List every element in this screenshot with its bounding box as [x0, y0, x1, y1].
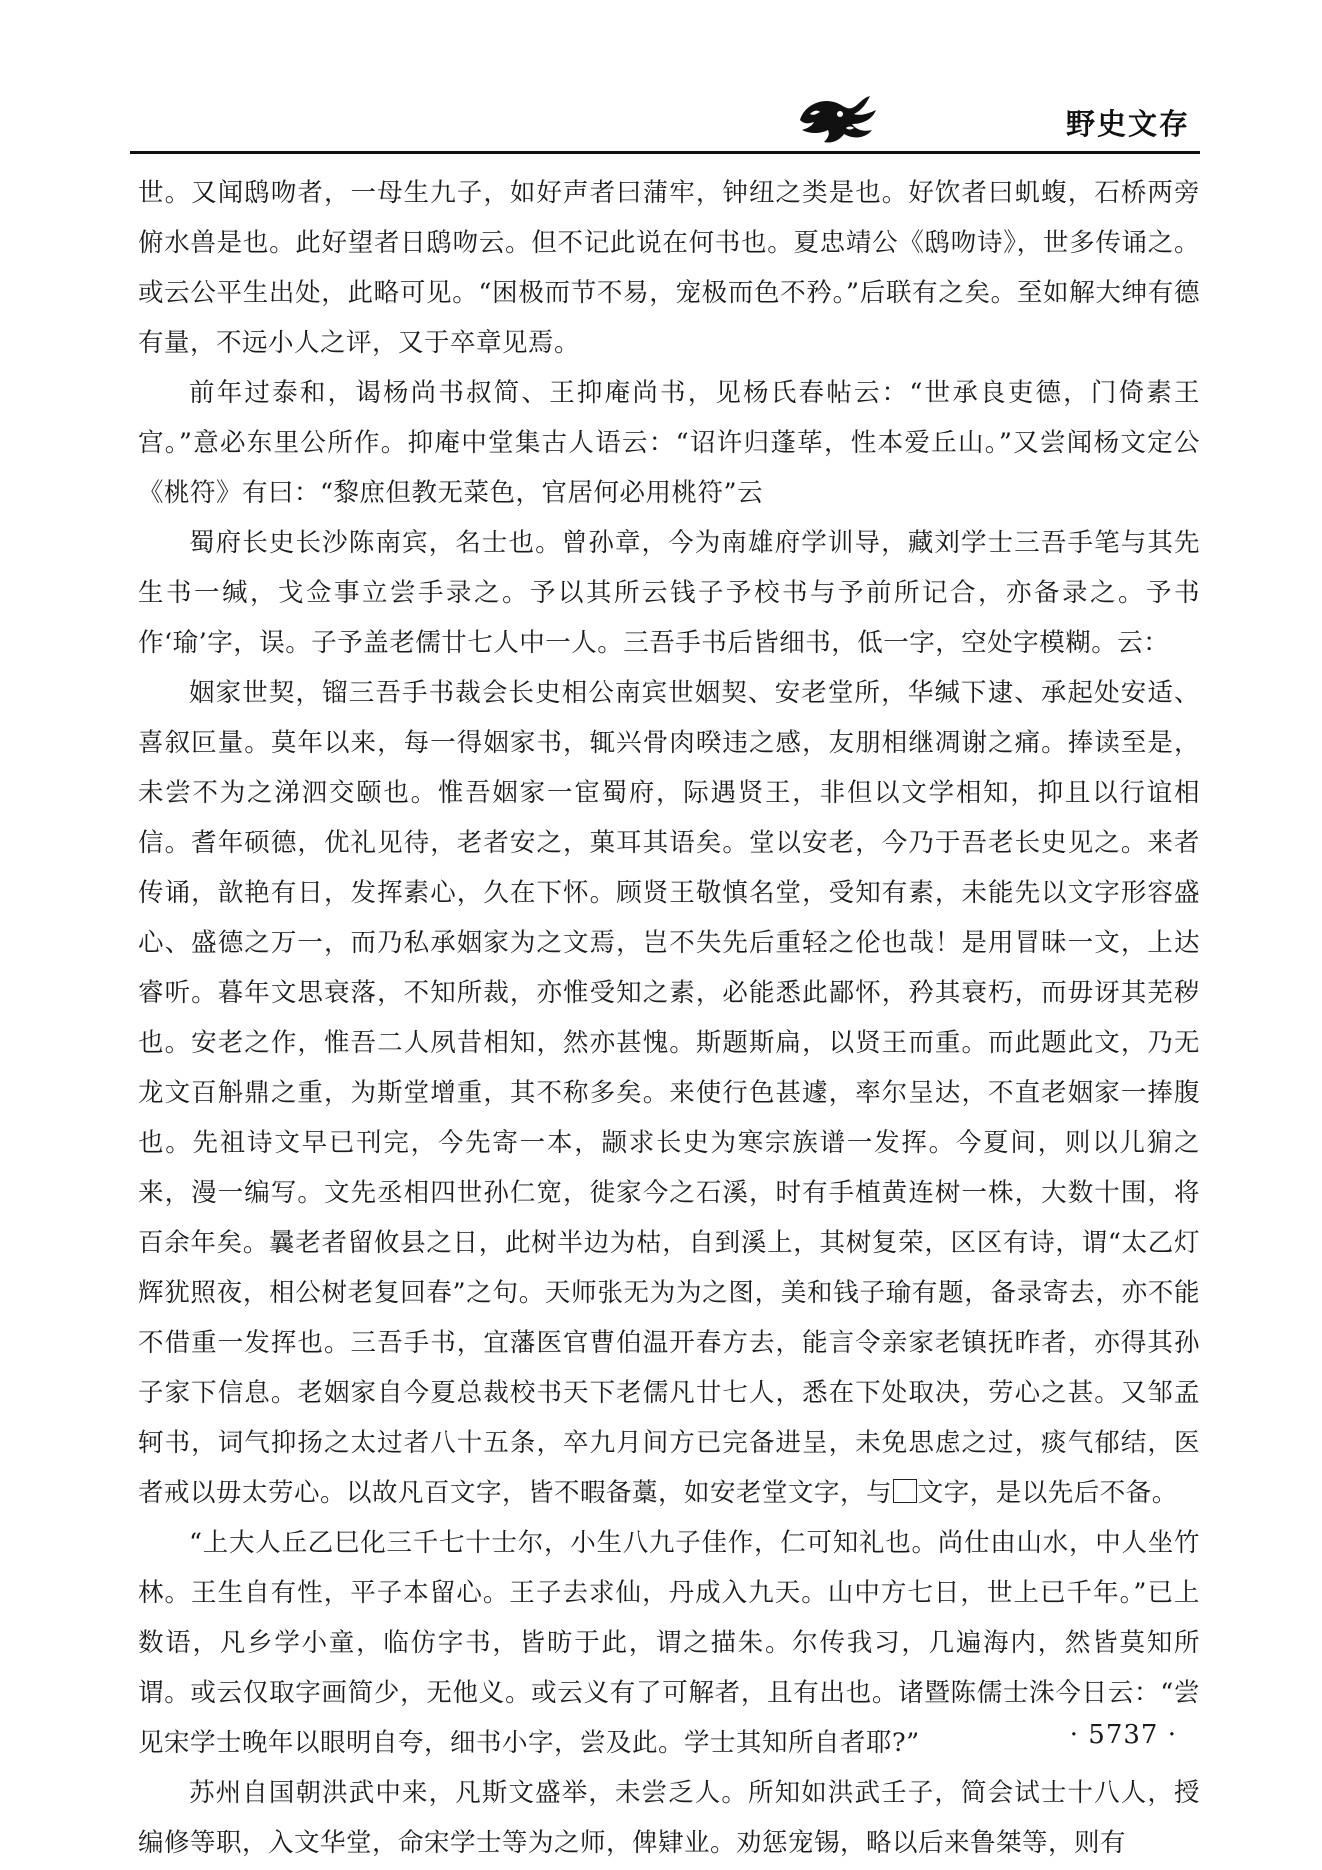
- paragraph-5-text: 上大人丘乙巳化三千七十士尔，小生八九子佳作，仁可知礼也。尚仕由山水，中人坐竹林。王生自有性，平子本留心。王子去求仙，丹成入九天。山中方七日，世上已千年。”已上数语，凡乡学小童，临仿字书，皆昉于此，谓之描朱。尔传我习，几遍海内，然皆莫知所谓。或云仅取字画简少，无他义。或云义有了可解者，且有出也。诸暨陈儒士洙今日云：“尝见宋学士晚年以眼明自夸，细书小字，尝及此。学士其知所自者耶?”: [138, 1528, 1200, 1758]
- running-header: [130, 82, 1200, 154]
- paragraph-4: [138, 668, 1200, 1518]
- paragraph-4-text: 姻家世契，镏三吾手书裁会长史相公南宾世姻契、安老堂所，华缄下逮、承起处安适、喜叙叵量。莫年以来，每一得姻家书，辄兴骨肉暌违之感，友朋相继凋谢之痛。捧读至是，未尝不为之涕泗交颐也。惟吾姻家一宦蜀府，际遇贤王，非但以文学相知，抑且以行谊相信。耆年硕德，优礼见待，老者安之，菓耳其语矣。堂以安老，今乃于吾老长史见之。来者传诵，歆艳有日，发挥素心，久在下怀。顾贤王敬慎名堂，受知有素，未能先以文字形容盛心、盛德之万一，而乃私承姻家为之文焉，岂不失先后重轻之伦也哉！是用冒昧一文，上达睿听。暮年文思衰落，不知所裁，亦惟受知之素，必能悉此鄙怀，矜其衰朽，而毋讶其芜秽也。安老之作，惟吾二人夙昔相知，然亦甚愧。斯题斯扁，以贤王而重。而此题此文，乃无龙文百斛鼎之重，为斯堂增重，其不称多矣。来使行色甚遽，率尔呈达，不直老姻家一捧腹也。先祖诗文早已刊完，今先寄一本，颛求长史为寒宗族谱一发挥。今夏间，则以儿猏之来，漫一编写。文先丞相四世孙仁宽，徙家今之石溪，时有手植黄连树一株，大数十围，将百余年矣。曩老者留攸县之日，此树半边为枯，自到溪上，其树复荣，区区有诗，谓“太乙灯辉犹照夜，相公树老复回春”之句。天师张无为为之图，美和钱子瑜有题，备录寄去，亦不能不借重一发挥也。三吾手书，宜藩医官曹伯温开春方去，能言令亲家老镇抚昨者，亦得其孙子家下信息。老姻家自今夏总裁校书天下老儒凡廿七人，悉在下处取决，劳心之甚。又邹孟轲书，词气抑扬之太过者八十五条，卒九月间方已完备进呈，未免思虑之过，痰气郁结，医者戒以毋太劳心。以故凡百文字，皆不暇备藁，如安老堂文字，与: [138, 678, 1200, 1508]
- dragon-emblem-icon: [790, 84, 886, 148]
- paragraph-3: 蜀府长史长沙陈南宾，名士也。曾孙章，今为南雄府学训导，藏刘学士三吾手笔与其先生书一缄，戈佥事立尝手录之。予以其所云钱子予校书与予前所记合，亦备录之。予书作‘瑜’字，误。子予盖老儒廿七人中一人。三吾手书后皆细书，低一字，空处字模糊。云：: [138, 528, 1200, 658]
- paragraph-4-tail: 文字，是以先后不备。: [917, 1478, 1178, 1508]
- paragraph-2: 前年过泰和，谒杨尚书叔简、王抑庵尚书，见杨氏春帖云：“世承良吏德，门倚素王宫。”意必东里公所作。抑庵中堂集古人语云：“诏许归蓬荜，性本爱丘山。”又尝闻杨文定公《桃符》有曰：“黎庶但教无菜色，官居何必用桃符”云: [138, 378, 1200, 508]
- header-rule: [130, 151, 1200, 154]
- paragraph-1: 世。又闻鸱吻者，一母生九子，如好声者曰蒲牢，钟纽之类是也。好饮者曰虮蝮，石桥两旁俯水兽是也。此好望者日鸱吻云。但不记此说在何书也。夏忠靖公《鸱吻诗》，世多传诵之。或云公平生出处，此略可见。“困极而节不易，宠极而色不矜。”后联有之矣。至如解大绅有德有量，不远小人之评，又于卒章见焉。: [138, 178, 1200, 358]
- paragraph-6: 苏州自国朝洪武中来，凡斯文盛举，未尝乏人。所知如洪武壬子，简会试士十八人，授编修等职，入文华堂，命宋学士等为之师，俾肄业。劝惩宠锡，略以后来鲁桀等，则有: [138, 1778, 1200, 1858]
- paragraph-5-open-quote: “: [189, 1528, 203, 1558]
- missing-character-box: [893, 1479, 917, 1503]
- page-body: [138, 168, 1200, 1868]
- paragraph-5: [138, 1518, 1200, 1768]
- page-number: · 5737 ·: [1069, 1720, 1177, 1750]
- running-header-title: 野史文存: [1065, 107, 1190, 141]
